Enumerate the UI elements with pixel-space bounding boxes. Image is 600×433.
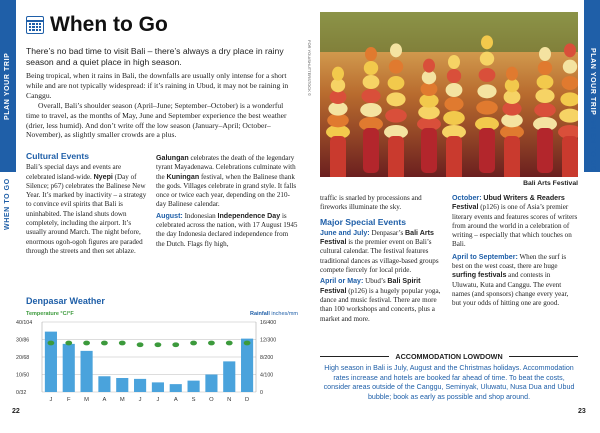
rainfall-bar [170, 384, 182, 392]
arts-festival-paragraph: June and July: Denpasar’s Bali Arts Festival is the premier event on Bali’s cultural calendar. The festival features traditional dances as village-based groups compete fiercely for local pride. [320, 228, 439, 275]
right-edge-tab [584, 0, 600, 433]
body-paragraph-2: Overall, Bali’s shoulder season (April–June; September–October) is a wonderful time to travel, as the months of May, June and September experience the best weather (drier, less humid). And don’t write off the low season (January–April; October–November), as slightly smaller crowds are a plus. [26, 101, 287, 140]
right-tick-label: 4/100 [260, 372, 274, 379]
temperature-point [244, 341, 251, 346]
surfing-festival-paragraph: April to September: When the surf is best on the west coast, there are huge surfing festivals and contests in Uluwatu, Kuta and Canggu. The event names (and sponsors) change every year, but your odds of hitting one are good. [452, 252, 569, 308]
spirit-festival-paragraph: April or May: Ubud’s Bali Spirit Festival (p126) is a hugely popular yoga, dance and music festival. There are more than 100 workshops and concerts, plus a market and more. [320, 277, 441, 323]
rainfall-bar [223, 361, 235, 392]
rainfall-bar [188, 381, 200, 392]
left-tick-label: 30/86 [16, 337, 30, 344]
cultural-events-heading: Cultural Events [26, 151, 90, 161]
rainfall-bar [241, 339, 253, 392]
galungan-column [156, 154, 298, 251]
month-label: M [119, 397, 125, 403]
page-title-block [26, 13, 168, 37]
independence-paragraph: August: Indonesian Independence Day is celebrated across the nation, with 17 August 1945 the day Indonesia declared independence from the Dutch. Flags fly high, [156, 211, 298, 248]
month-label: J [138, 397, 142, 403]
body-paragraph-1: Being tropical, when it rains in Bali, the downfalls are usually only intense for a short while and are not typically widespread: if it’s raining in Ubud, it may not be raining in Canggu. [26, 71, 289, 100]
rainfall-bar [134, 379, 146, 392]
temperature-point [172, 342, 179, 347]
page-number-right: 23 [578, 408, 586, 415]
calendar-icon [26, 16, 44, 34]
month-label: N [227, 397, 232, 403]
page-number-left: 22 [12, 408, 20, 415]
month-label: J [49, 397, 53, 403]
chart-title: Denpasar Weather [26, 296, 105, 306]
month-label: M [84, 397, 90, 403]
temperature-point [208, 341, 215, 346]
temperature-axis-label: Temperature °C/°F [26, 311, 74, 317]
right-tick-label: 12/300 [260, 337, 277, 344]
temperature-point [48, 341, 55, 346]
rainfall-bar [63, 344, 75, 392]
galungan-paragraph: Galungan celebrates the death of the legendary tyrant Mayadenawa. Celebrations culminate with the Kuningan festival, when the Balinese thank the gods. Villages celebrate in grand style. It falls once or twice each year, depending on the 210-day Balinese calendar. [156, 154, 297, 209]
month-label: D [244, 397, 250, 403]
rainfall-bar [152, 382, 164, 392]
right-edge-label: PLAN YOUR TRIP [589, 48, 596, 116]
month-label: A [102, 397, 107, 403]
accommodation-heading: ACCOMMODATION LOWDOWN [395, 352, 503, 361]
month-label: J [156, 397, 160, 403]
rainfall-bar [81, 351, 93, 392]
rainfall-bar [205, 375, 217, 393]
month-label: O [209, 397, 214, 403]
photo-caption: Bali Arts Festival [523, 180, 578, 187]
left-edge-label: PLAN YOUR TRIP [4, 52, 11, 120]
left-edge-section: WHEN TO GO [4, 178, 11, 230]
writers-festival-paragraph: October: Ubud Writers & Readers Festival (p126) is one of Asia’s premier literary events and features scores of writers from around the world in a celebration of writing – especially that which touches on Bali. [452, 194, 578, 249]
month-label: F [66, 397, 71, 403]
right-tick-label: 16/400 [260, 320, 277, 326]
temperature-point [83, 341, 90, 346]
rainfall-axis-label: Rainfall inches/mm [250, 311, 298, 317]
rainfall-bar [116, 378, 128, 392]
accommodation-text: High season in Bali is July, August and the Christmas holidays. Accommodation rates increase and hotels are booked far ahead of time. To beat the costs, consider areas outside of the Canggu, Seminyak, Uluwatu, Nusa Dua and Ubud bubble; book as early as possible and shop around. [323, 364, 575, 401]
month-label: S [191, 397, 196, 403]
left-tick-label: 0/32 [16, 390, 27, 396]
left-tick-label: 20/68 [16, 355, 30, 361]
temperature-point [155, 342, 162, 347]
month-label: A [173, 397, 178, 403]
temperature-point [226, 341, 233, 346]
continued-text: traffic is snarled by processions and fireworks illuminate the sky. [320, 194, 422, 212]
temperature-point [190, 341, 197, 346]
major-events-column [320, 194, 442, 326]
page-title: When to Go [50, 13, 168, 36]
temperature-point [137, 342, 144, 347]
accommodation-heading-row [320, 352, 578, 361]
rainfall-bar [98, 376, 110, 392]
nyepi-paragraph: Bali’s special days and events are celebrated island-wide. Nyepi (Day of Silence; p67) celebrates the Balinese New Year. It’s marked by inactivity – a strategy to convince evil spirits that Bali is uninhabited. The island shuts down completely, including the airport. It’s usually around March. The night before, enormous ogoh-ogoh figures are paraded through the streets and then set ablaze. [26, 163, 147, 255]
intro-text: There’s no bad time to visit Bali – there’s always a dry place in rainy season and a quiet place in high season. [26, 46, 284, 67]
right-edge-section: WHEN TO GO [589, 120, 596, 172]
left-tick-label: 40/104 [16, 320, 33, 326]
right-tick-label: 0 [260, 390, 263, 396]
denpasar-weather-chart [14, 306, 300, 406]
temperature-point [119, 341, 126, 346]
left-tick-label: 10/50 [16, 372, 30, 379]
bali-arts-festival-photo [320, 12, 578, 177]
writers-festival-column [452, 194, 578, 311]
photo-credit: FOR YOU/SHUTTERSTOCK © [307, 40, 312, 96]
cultural-events-column [26, 152, 148, 258]
temperature-point [101, 341, 108, 346]
temperature-point [65, 341, 72, 346]
major-events-heading: Major Special Events [320, 216, 406, 227]
right-tick-label: 8/200 [260, 355, 274, 361]
